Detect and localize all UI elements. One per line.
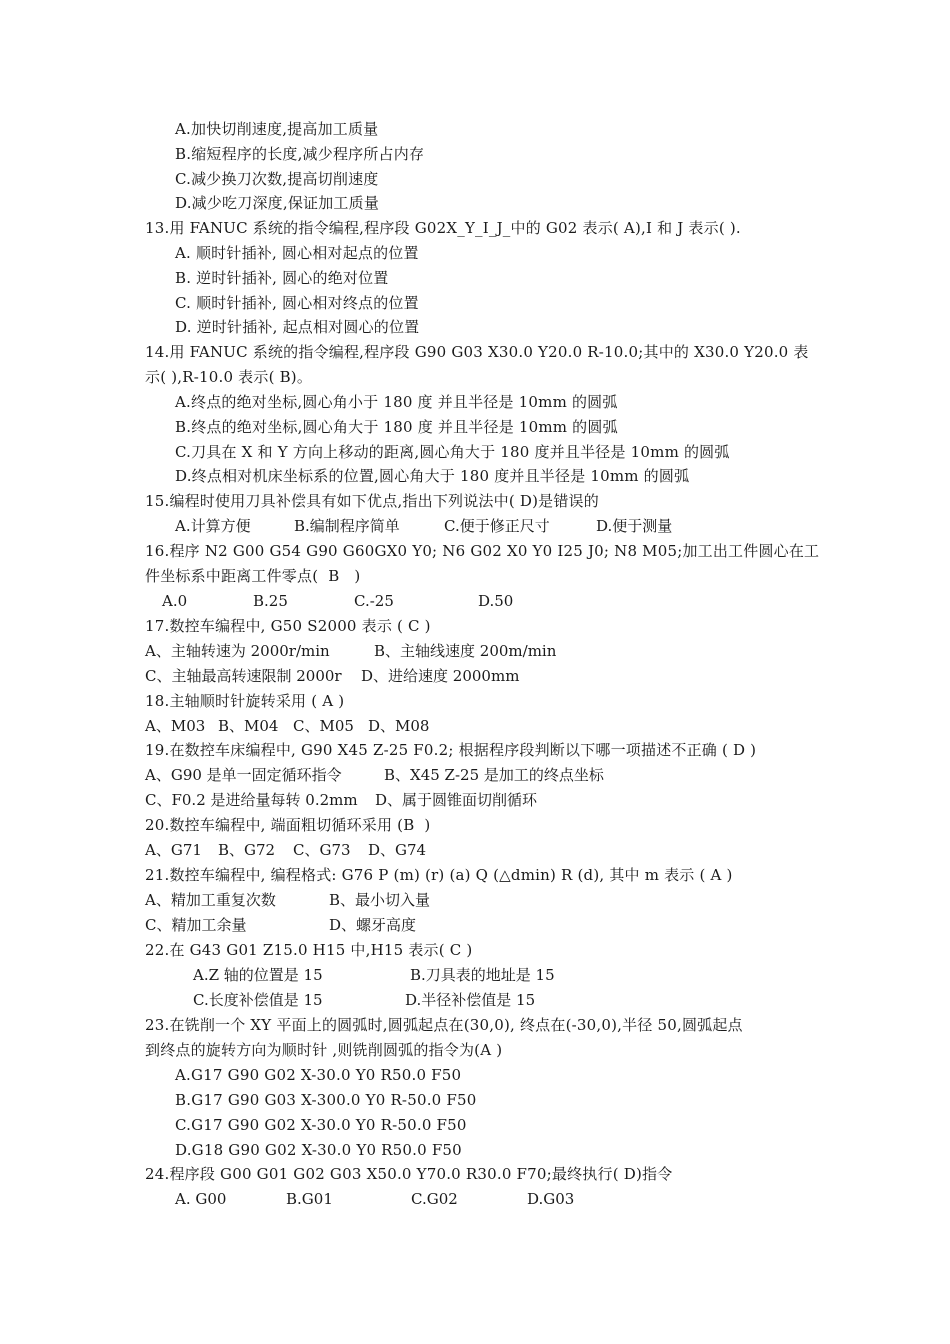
q15-option-b: B.编制程序简单 [294,517,400,535]
q13-option-c: C. 顺时针插补, 圆心相对终点的位置 [175,294,419,312]
q14-option-a: A.终点的绝对坐标,圆心角小于 180 度 并且半径是 10mm 的圆弧 [175,393,618,411]
q23-stem-line1: 23.在铣削一个 XY 平面上的圆弧时,圆弧起点在(30,0), 终点在(-30,0),半径 50,圆弧起点 [145,1016,743,1034]
q15-stem: 15.编程时使用刀具补偿具有如下优点,指出下列说法中( D)是错误的 [145,492,599,510]
q16-option-b: B.25 [253,592,288,610]
q18-option-c: C、M05 [293,717,354,735]
q14-stem-line2: 示( ),R-10.0 表示( B)。 [145,368,313,386]
q13-option-d: D. 逆时针插补, 起点相对圆心的位置 [175,318,420,336]
q23-stem-line2: 到终点的旋转方向为顺时针 ,则铣削圆弧的指令为(A ) [145,1041,503,1059]
q20-option-c: C、G73 [293,841,351,859]
q20-stem: 20.数控车编程中, 端面粗切循环采用 (B ) [145,816,431,834]
q17-option-c: C、主轴最高转速限制 2000r [145,667,342,685]
q15-option-d: D.便于测量 [596,517,673,535]
q14-option-c: C.刀具在 X 和 Y 方向上移动的距离,圆心角大于 180 度并且半径是 10mm 的圆弧 [175,443,730,461]
q17-option-d: D、进给速度 2000mm [361,667,520,685]
q22-option-c: C.长度补偿值是 15 [193,991,323,1009]
q18-stem: 18.主轴顺时针旋转采用 ( A ) [145,692,345,710]
q16-stem-line2: 件坐标系中距离工件零点( B ) [145,567,361,585]
q15-option-c: C.便于修正尺寸 [444,517,550,535]
q17-option-a: A、主轴转速为 2000r/min [145,642,330,660]
q21-option-a: A、精加工重复次数 [145,891,276,909]
q18-option-a: A、M03 [145,717,206,735]
q23-option-c: C.G17 G90 G02 X-30.0 Y0 R-50.0 F50 [175,1116,467,1134]
q23-option-b: B.G17 G90 G03 X-300.0 Y0 R-50.0 F50 [175,1091,477,1109]
q24-option-b: B.G01 [286,1190,333,1208]
q14-option-d: D.终点相对机床坐标系的位置,圆心角大于 180 度并且半径是 10mm 的圆弧 [175,467,690,485]
q16-stem-line1: 16.程序 N2 G00 G54 G90 G60GX0 Y0; N6 G02 X0 Y0 I25 J0; N8 M05;加工出工件圆心在工 [145,542,820,560]
q22-option-d: D.半径补偿值是 15 [405,991,536,1009]
q16-option-a: A.0 [162,592,188,610]
q15-option-a: A.计算方便 [175,517,251,535]
q20-option-b: B、G72 [218,841,276,859]
q19-option-a: A、G90 是单一固定循环指令 [145,766,342,784]
q12-option-c: C.减少换刀次数,提高切削速度 [175,170,379,188]
q12-option-b: B.缩短程序的长度,减少程序所占内存 [175,145,425,163]
q22-option-a: A.Z 轴的位置是 15 [193,966,323,984]
q18-option-b: B、M04 [218,717,279,735]
q24-option-c: C.G02 [411,1190,458,1208]
q21-option-c: C、精加工余量 [145,916,247,934]
q20-option-d: D、G74 [368,841,427,859]
q12-option-a: A.加快切削速度,提高加工质量 [175,120,379,138]
q16-option-c: C.-25 [354,592,394,610]
q22-option-b: B.刀具表的地址是 15 [410,966,555,984]
q13-stem: 13.用 FANUC 系统的指令编程,程序段 G02X_Y_I_J_中的 G02 表示( A),I 和 J 表示( ). [145,219,741,237]
q19-option-c: C、F0.2 是进给量每转 0.2mm [145,791,358,809]
q22-stem: 22.在 G43 G01 Z15.0 H15 中,H15 表示( C ) [145,941,473,959]
q19-option-d: D、属于圆锥面切削循环 [375,791,538,809]
q24-option-a: A. G00 [175,1190,227,1208]
q20-option-a: A、G71 [145,841,202,859]
q12-option-d: D.减少吃刀深度,保证加工质量 [175,194,380,212]
q21-stem: 21.数控车编程中, 编程格式: G76 P (m) (r) (a) Q (△dmin) R (d), 其中 m 表示 ( A ) [145,866,733,884]
q24-option-d: D.G03 [527,1190,575,1208]
q21-option-b: B、最小切入量 [329,891,431,909]
q14-option-b: B.终点的绝对坐标,圆心角大于 180 度 并且半径是 10mm 的圆弧 [175,418,618,436]
q17-option-b: B、主轴线速度 200m/min [374,642,557,660]
q21-option-d: D、螺牙高度 [329,916,417,934]
q24-stem: 24.程序段 G00 G01 G02 G03 X50.0 Y70.0 R30.0 F70;最终执行( D)指令 [145,1165,673,1183]
q19-option-b: B、X45 Z-25 是加工的终点坐标 [384,766,604,784]
q23-option-d: D.G18 G90 G02 X-30.0 Y0 R50.0 F50 [175,1141,462,1159]
q23-option-a: A.G17 G90 G02 X-30.0 Y0 R50.0 F50 [175,1066,462,1084]
q14-stem-line1: 14.用 FANUC 系统的指令编程,程序段 G90 G03 X30.0 Y20.0 R-10.0;其中的 X30.0 Y20.0 表 [145,343,809,361]
q13-option-b: B. 逆时针插补, 圆心的绝对位置 [175,269,389,287]
q19-stem: 19.在数控车床编程中, G90 X45 Z-25 F0.2; 根据程序段判断以下哪一项描述不正确 ( D ) [145,741,757,759]
q17-stem: 17.数控车编程中, G50 S2000 表示 ( C ) [145,617,431,635]
q16-option-d: D.50 [478,592,514,610]
q18-option-d: D、M08 [368,717,430,735]
q13-option-a: A. 顺时针插补, 圆心相对起点的位置 [175,244,419,262]
